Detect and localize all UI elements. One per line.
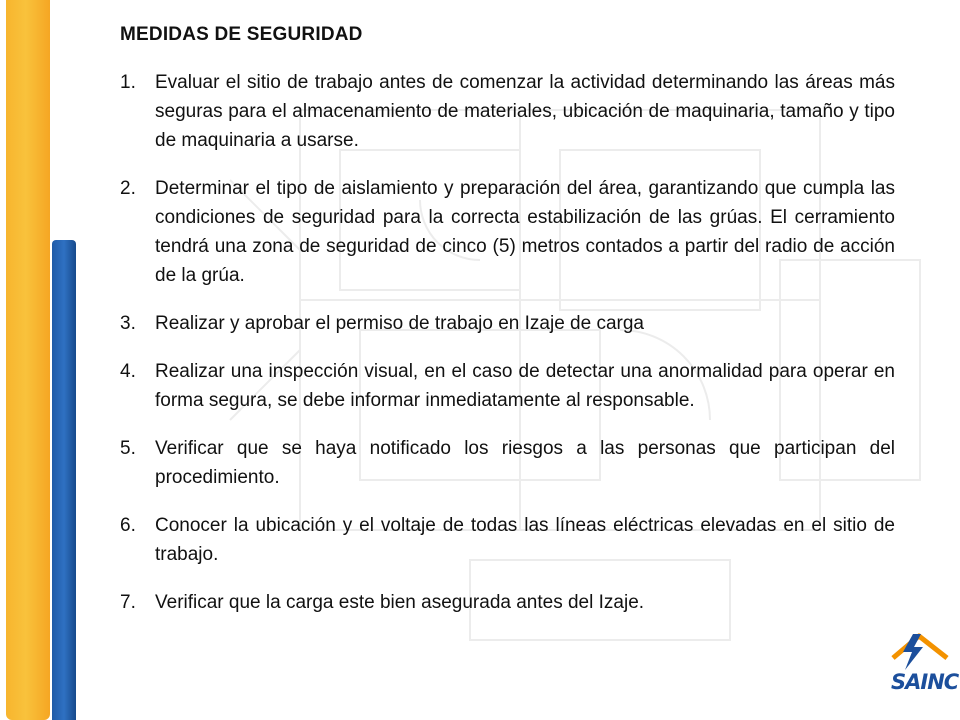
- list-item: [120, 309, 895, 338]
- decorative-orange-bar: [6, 0, 50, 720]
- item-text: Verificar que se haya notificado los riesgos a las personas que participan del procedimiento.: [155, 438, 895, 488]
- item-text: Conocer la ubicación y el voltaje de todas las líneas eléctricas elevadas en el sitio de trabajo.: [155, 515, 895, 565]
- list-item: [120, 68, 895, 155]
- decorative-blue-bar: [52, 240, 76, 720]
- item-number: 7.: [120, 592, 136, 613]
- list-item: [120, 511, 895, 569]
- item-number: 4.: [120, 361, 136, 382]
- logo-text: SAINC: [891, 670, 959, 694]
- item-text: Determinar el tipo de aislamiento y preparación del área, garantizando que cumpla las condiciones de seguridad para la correcta estabilización de las grúas. El cerramiento tendrá una zona de seguridad de cinco (5) metros contados a partir del radio de acción de la grúa.: [155, 178, 895, 286]
- item-number: 3.: [120, 313, 136, 334]
- item-number: 5.: [120, 438, 136, 459]
- list-item: [120, 174, 895, 290]
- item-text: Verificar que la carga este bien asegurada antes del Izaje.: [155, 592, 645, 613]
- item-number: 1.: [120, 72, 136, 93]
- item-number: 2.: [120, 178, 136, 199]
- safety-measures-list: [120, 68, 895, 617]
- list-item: [120, 434, 895, 492]
- item-text: Realizar y aprobar el permiso de trabajo en Izaje de carga: [155, 313, 644, 334]
- lightning-house-logo-icon: [885, 630, 955, 675]
- list-item: [120, 357, 895, 415]
- list-item: [120, 588, 895, 617]
- item-text: Realizar una inspección visual, en el caso de detectar una anormalidad para operar en forma segura, se debe informar inmediatamente al responsable.: [155, 361, 895, 411]
- item-text: Evaluar el sitio de trabajo antes de comenzar la actividad determinando las áreas más seguras para el almacenamiento de materiales, ubicación de maquinaria, tamaño y tipo de maquinaria a usarse.: [155, 72, 895, 151]
- slide-content: [120, 24, 895, 636]
- company-logo: [885, 630, 959, 710]
- item-number: 6.: [120, 515, 136, 536]
- slide-title: MEDIDAS DE SEGURIDAD: [120, 24, 363, 45]
